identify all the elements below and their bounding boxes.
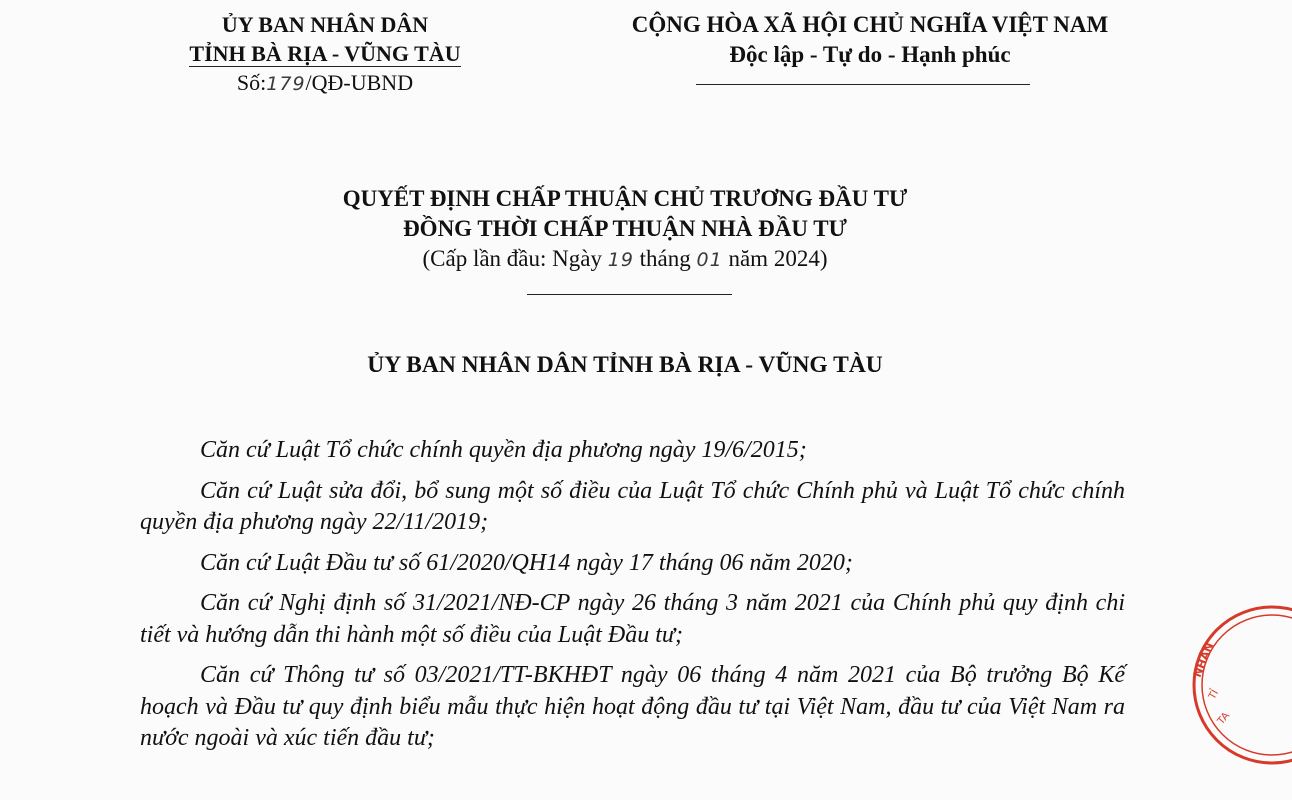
authority-line-2	[140, 39, 510, 68]
legal-basis-item: Căn cứ Thông tư số 03/2021/TT-BKHĐT ngày 06 tháng 4 năm 2021 của Bộ trưởng Bộ Kế hoạch và Đầu tư quy định biểu mẫu thực hiện hoạt động đầu tư tại Việt Nam, đầu tư của Việt Nam ra nước ngoài và xúc tiến đầu tư;	[140, 662, 1125, 751]
decision-number-handwritten: 179	[266, 73, 306, 95]
issue-date-suffix: năm 2024)	[722, 246, 828, 271]
decision-authority: ỦY BAN NHÂN DÂN TỈNH BÀ RỊA - VŨNG TÀU	[367, 352, 883, 378]
country-name: CỘNG HÒA XÃ HỘI CHỦ NGHĨA VIỆT NAM	[631, 12, 1109, 37]
national-motto-header	[560, 10, 1180, 70]
svg-text:NHÂN: NHÂN	[1190, 640, 1217, 680]
motto-underline	[696, 84, 1030, 85]
legal-basis-item: Căn cứ Luật sửa đổi, bổ sung một số điều của Luật Tổ chức Chính phủ và Luật Tổ chức chính quyền địa phương ngày 22/11/2019;	[140, 477, 1125, 535]
decision-number	[140, 68, 510, 99]
issue-day-handwritten: 19	[607, 249, 634, 271]
issue-date-prefix: (Cấp lần đầu: Ngày	[422, 246, 608, 271]
issue-month-label: tháng	[633, 246, 697, 271]
svg-text:TỈ: TỈ	[1207, 688, 1222, 702]
decision-number-prefix: Số:	[236, 70, 267, 95]
title-line-1: QUYẾT ĐỊNH CHẤP THUẬN CHỦ TRƯƠNG ĐẦU TƯ	[342, 186, 908, 211]
issue-month-handwritten: 01	[696, 249, 723, 271]
legal-basis-list	[140, 435, 1125, 764]
authority-province: TỈNH BÀ RỊA - VŨNG TÀU	[189, 41, 461, 66]
legal-basis-item: Căn cứ Luật Tổ chức chính quyền địa phương ngày 19/6/2015;	[200, 437, 807, 463]
title-line-2: ĐỒNG THỜI CHẤP THUẬN NHÀ ĐẦU TƯ	[403, 216, 847, 241]
legal-basis-item: Căn cứ Luật Đầu tư số 61/2020/QH14 ngày 17 tháng 06 năm 2020;	[200, 549, 853, 576]
legal-basis-item: Căn cứ Nghị định số 31/2021/NĐ-CP ngày 26 tháng 3 năm 2021 của Chính phủ quy định chi tiết và hướng dẫn thi hành một số điều của Luật Đầu tư;	[140, 590, 1125, 648]
issuing-authority-header	[140, 10, 510, 99]
red-seal-stamp	[1182, 600, 1292, 770]
issue-date	[150, 244, 1100, 275]
title-underline	[527, 294, 732, 295]
national-motto: Độc lập - Tự do - Hạnh phúc	[729, 42, 1011, 67]
decision-title	[150, 184, 1100, 275]
decision-number-suffix: /QĐ-UBND	[305, 70, 414, 95]
authority-line-1: ỦY BAN NHÂN DÂN	[221, 12, 429, 37]
svg-text:TA: TA	[1215, 710, 1233, 727]
